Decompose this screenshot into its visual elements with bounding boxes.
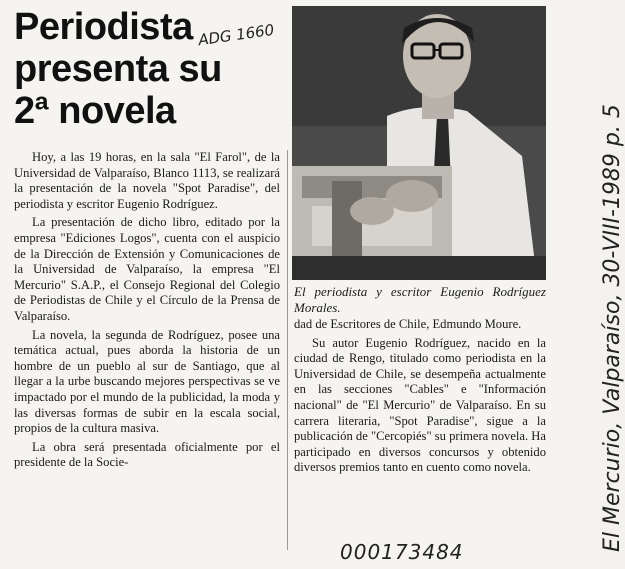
paragraph-continuation: dad de Escritores de Chile, Edmundo Moure. xyxy=(294,317,522,331)
handwritten-code: ADG 1660 xyxy=(197,20,276,50)
paragraph: La obra será presentada oficialmente por el presidente de la Socie- xyxy=(14,439,280,470)
handwritten-source-note: El Mercurio, Valparaíso, 30-VIII-1989 p. 5 xyxy=(600,104,625,552)
paragraph: Hoy, a las 19 horas, en la sala "El Farol", de la Universidad de Valparaíso, Blanco 1113, se realizará la presentación de la novela "Spot Paradise", del periodista y escritor Eugenio Rodríguez. xyxy=(14,150,280,211)
paragraph: La novela, la segunda de Rodríguez, posee una temática actual, pues aborda la historia de un hombre de un pueblo al sur de Santiago, que al llegar a la urbe buscando mejores perspectivas se ve impactado por el mundo de la publicidad, la moda y las diversas formas de subir en la escala social, propios de la cultura masiva. xyxy=(14,327,280,436)
headline-line-2: presenta su xyxy=(14,48,222,90)
author-photo xyxy=(292,6,546,280)
headline-line-1: Periodista xyxy=(14,6,193,48)
article-column-2 xyxy=(294,317,546,479)
headline-line-3: 2ª novela xyxy=(14,90,176,132)
article-column-1 xyxy=(14,150,280,474)
archive-number: 000173484 xyxy=(340,540,464,564)
paragraph: Su autor Eugenio Rodríguez, nacido en la ciudad de Rengo, titulado como periodista en la Universidad de Chile, se desempeña actualmente en las secciones "Cables" e "Información nacional" de "El Mercurio" de Valparaíso. En su carrera literaria, "Spot Paradise", sigue a la publicación de "Cercopiés" su primera novela. Ha participado en diversos concursos y obtenido diversos premios tanto en cuento como novela. xyxy=(294,335,546,475)
author-photo-illustration xyxy=(292,6,546,280)
photo-caption: El periodista y escritor Eugenio Rodríguez Morales. xyxy=(294,284,546,315)
paragraph: La presentación de dicho libro, editado por la empresa "Ediciones Logos", cuenta con el auspicio de la Dirección de Extensión y Comunicaciones de la Universidad de Valparaíso, la empresa "El Mercurio" S.A.P., el Consejo Regional del Colegio de Periodistas de Chile y el Círculo de la Prensa de Valparaíso. xyxy=(14,215,280,323)
column-divider xyxy=(287,150,288,550)
